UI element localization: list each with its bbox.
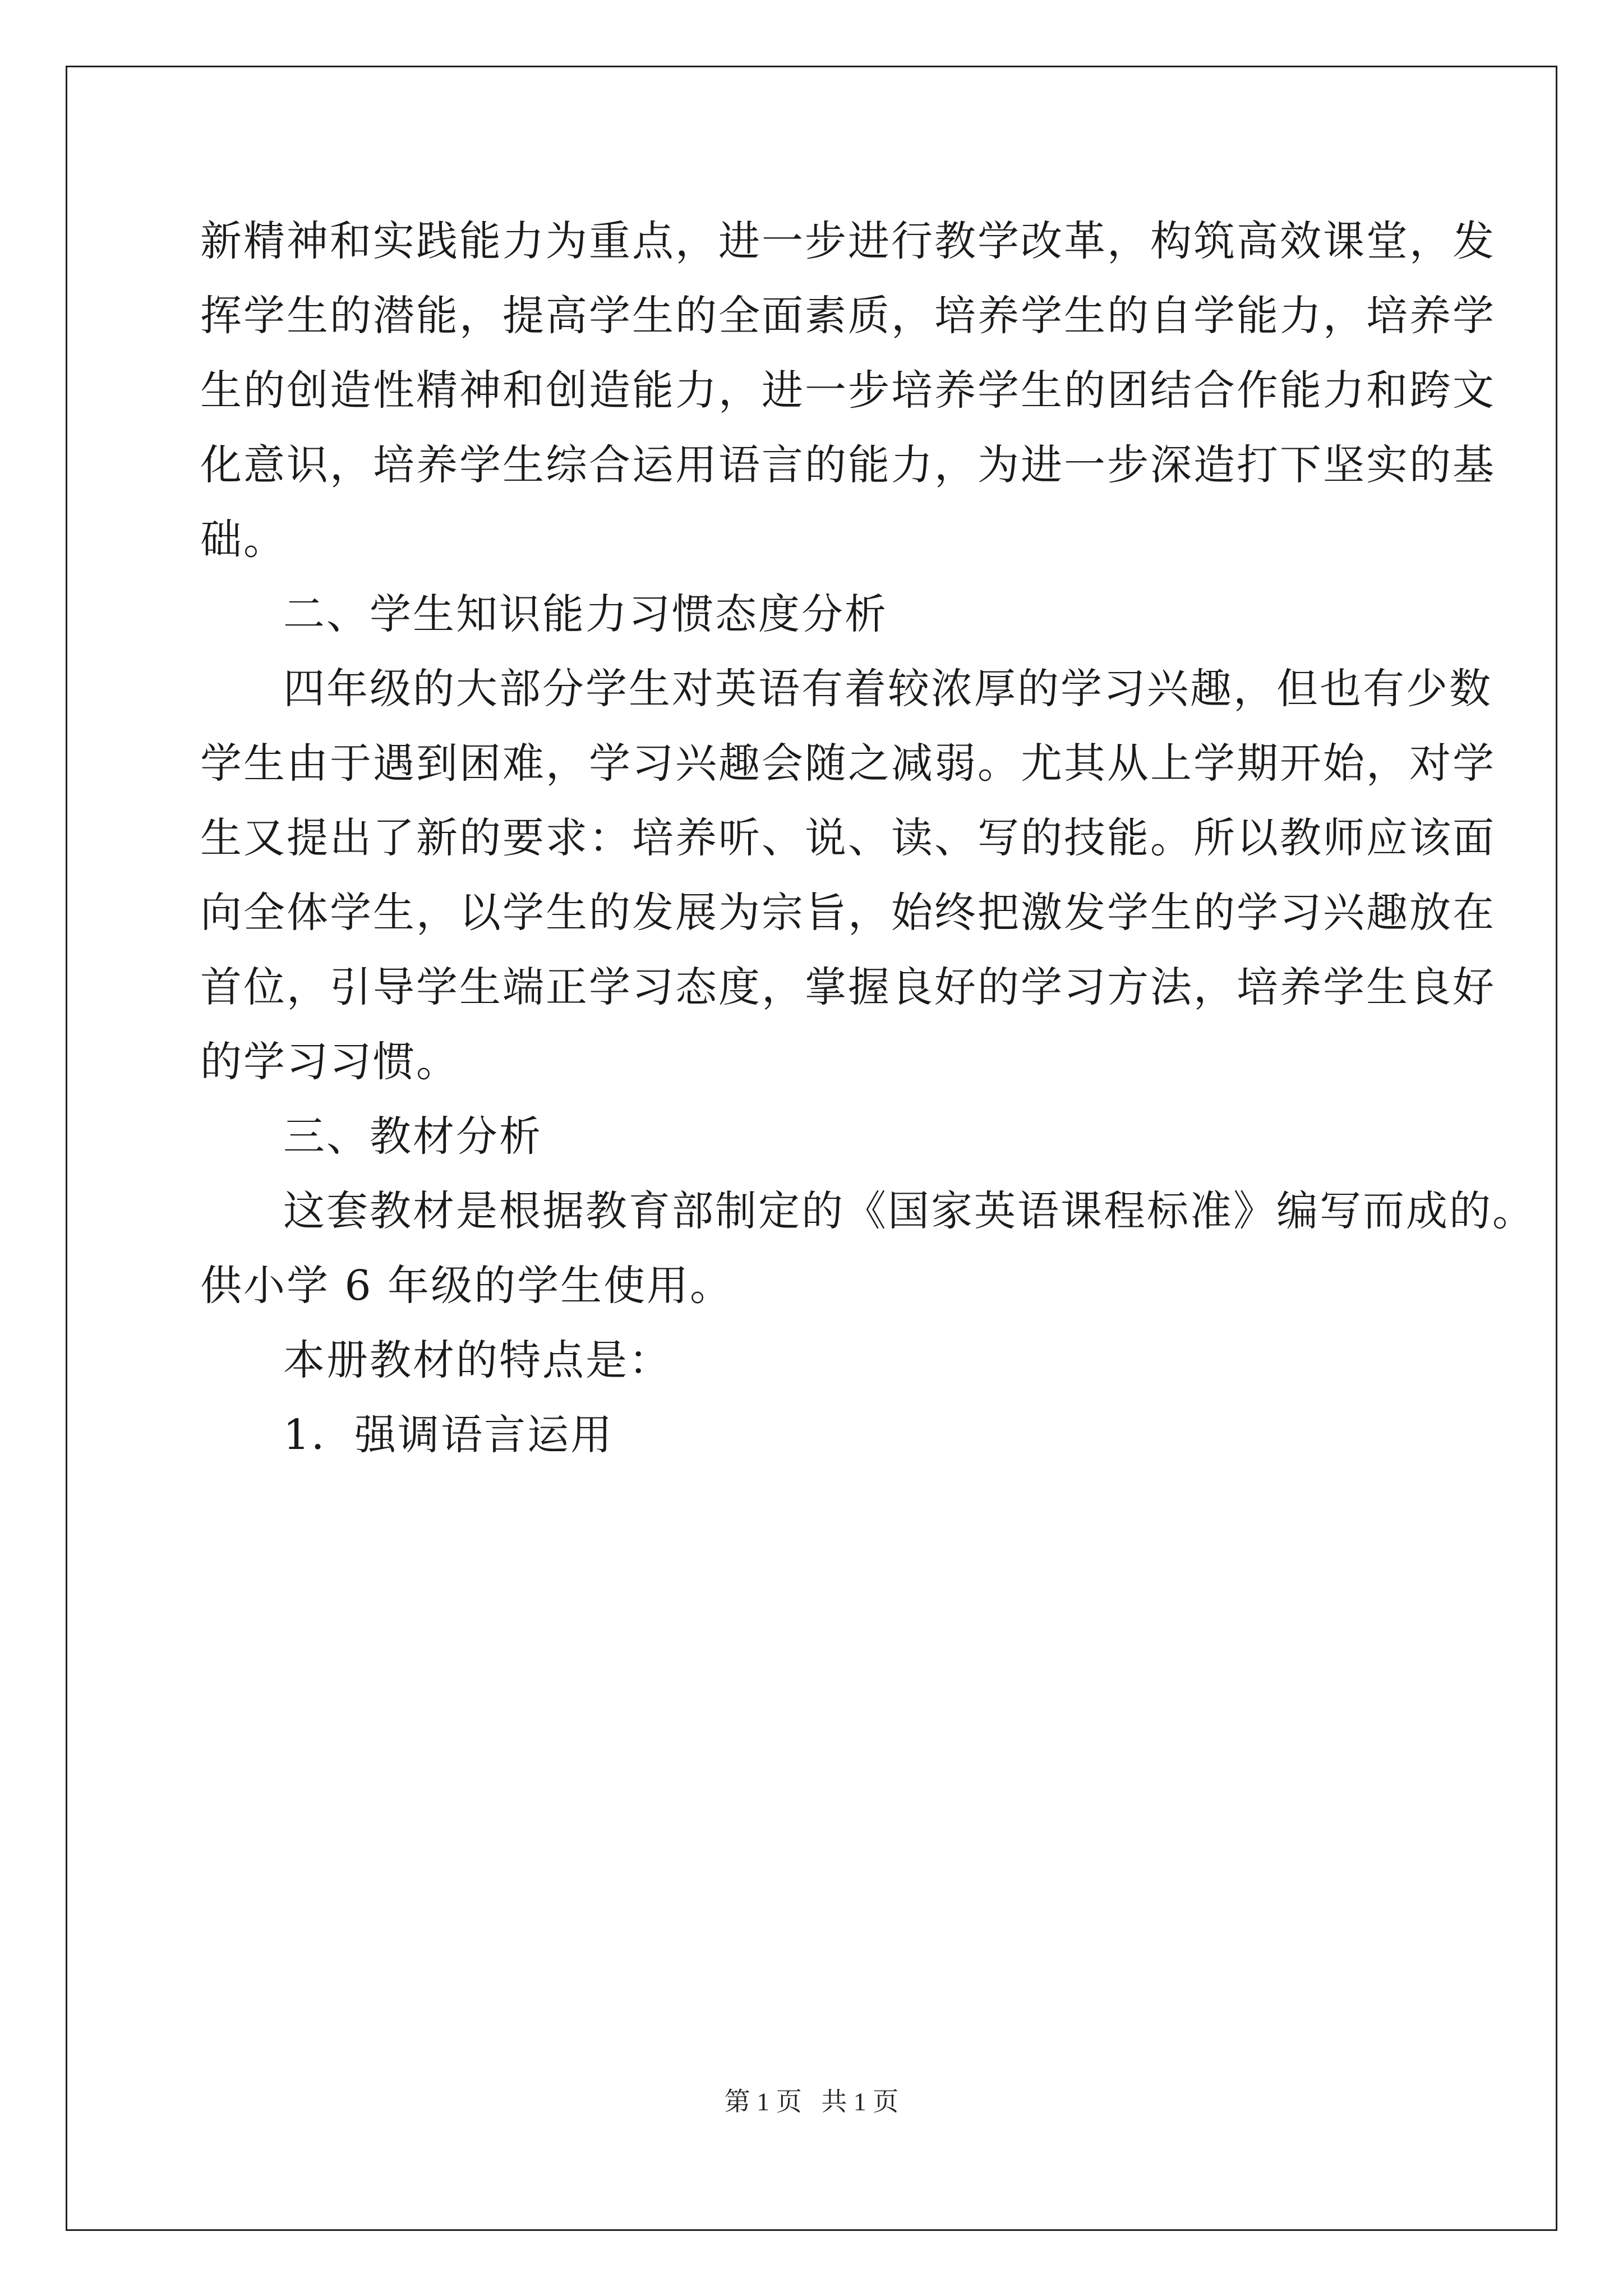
paragraph-line: 学生由于遇到困难，学习兴趣会随之减弱。尤其从上学期开始，对学 <box>200 739 1496 788</box>
list-item: 1．强调语言运用 <box>283 1411 614 1459</box>
paragraph-line: 挥学生的潜能，提高学生的全面素质，培养学生的自学能力，培养学 <box>200 292 1496 340</box>
paragraph-line: 本册教材的特点是： <box>283 1336 672 1384</box>
paragraph-line: 向全体学生，以学生的发展为宗旨，始终把激发学生的学习兴趣放在 <box>200 889 1496 937</box>
section-heading: 三、教材分析 <box>283 1112 542 1161</box>
paragraph-line: 新精神和实践能力为重点，进一步进行教学改革，构筑高效课堂，发 <box>200 217 1496 265</box>
section-heading: 二、学生知识能力习惯态度分析 <box>283 590 888 638</box>
page-number-footer: 第 1 页 共 1 页 <box>724 2087 899 2116</box>
paragraph-line: 四年级的大部分学生对英语有着较浓厚的学习兴趣，但也有少数 <box>283 665 1492 713</box>
paragraph-line: 的学习习惯。 <box>200 1038 459 1086</box>
paragraph-line: 生又提出了新的要求：培养听、说、读、写的技能。所以教师应该面 <box>200 814 1496 862</box>
paragraph-line: 生的创造性精神和创造能力，进一步培养学生的团结合作能力和跨文 <box>200 366 1496 415</box>
paragraph-line: 首位，引导学生端正学习态度，掌握良好的学习方法，培养学生良好 <box>200 963 1496 1011</box>
paragraph-line: 这套教材是根据教育部制定的《国家英语课程标准》编写而成的。 <box>283 1187 1536 1235</box>
paragraph-line: 供小学 6 年级的学生使用。 <box>200 1262 734 1310</box>
paragraph-line: 础。 <box>200 516 287 564</box>
paragraph-line: 化意识，培养学生综合运用语言的能力，为进一步深造打下坚实的基 <box>200 441 1496 489</box>
